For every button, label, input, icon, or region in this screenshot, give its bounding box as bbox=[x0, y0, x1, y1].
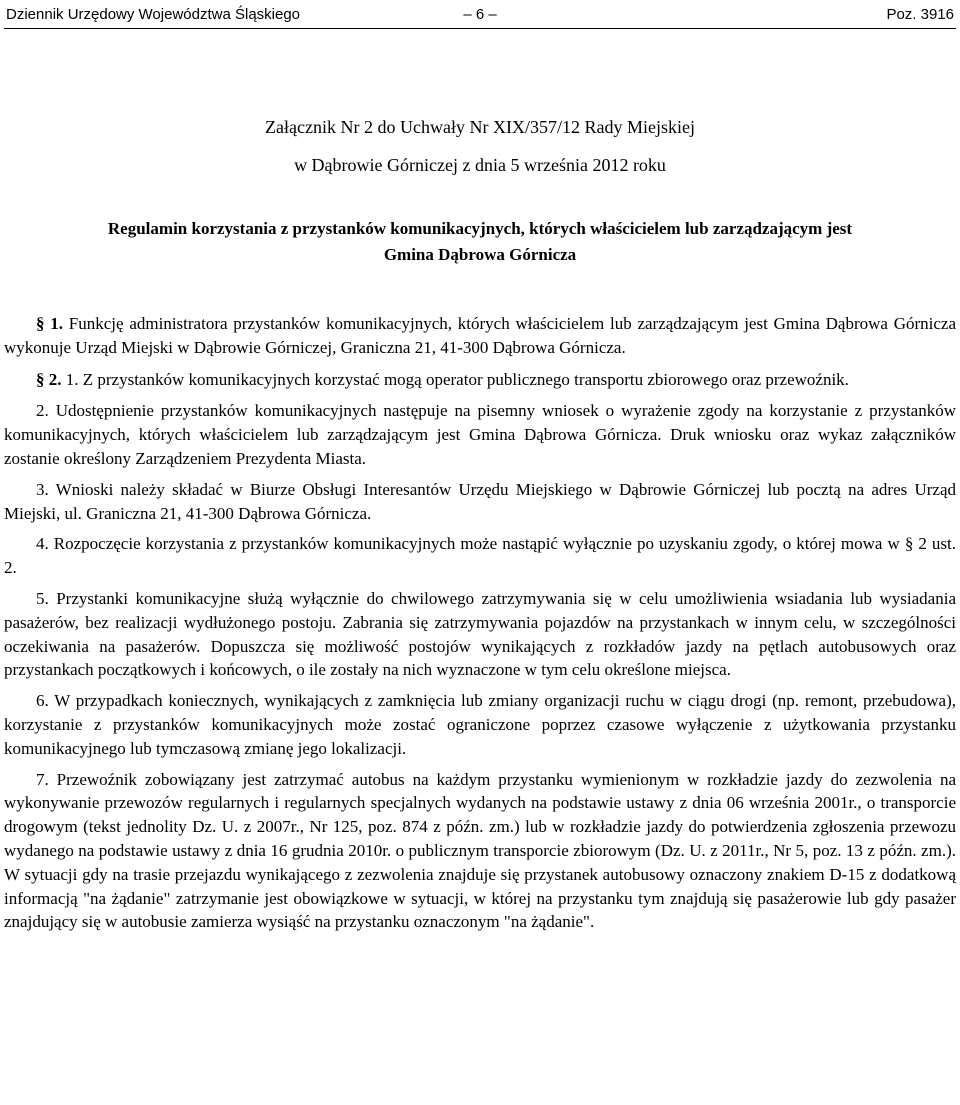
paragraph-5: 5. Przystanki komunikacyjne służą wyłącznie do chwilowego zatrzymywania się w celu umożliwienia wsiadania lub wysiadania pasażerów, bez realizacji wydłużonego postoju. Zabrania się zatrzymywania pojazdów na przystankach w innym celu, w szczególności oczekiwania na pasażerów. Dopuszcza się możliwość postojów wynikających z rozkładów jazdy na pętlach autobusowych oraz przystankach początkowych i końcowych, o ile zostały na nich wyznaczone w tym celu określone miejsca. bbox=[4, 588, 956, 680]
paragraph-2: 2. Udostępnienie przystanków komunikacyjnych następuje na pisemny wniosek o wyrażenie zgody na korzystanie z przystanków komunikacyjnych, których właścicielem lub zarządzającym jest Gmina Dąbrowa Górnicza. Druk wniosku oraz wykaz załączników zostanie określony Zarządzeniem Prezydenta Miasta. bbox=[4, 401, 956, 468]
title-line-1: Regulamin korzystania z przystanków komunikacyjnych, których właścicielem lub zarządzającym jest bbox=[107, 219, 853, 238]
title-line-2: Gmina Dąbrowa Górnicza bbox=[383, 245, 577, 264]
section-1 bbox=[4, 312, 956, 360]
annex-line-2: w Dąbrowie Górniczej z dnia 5 września 2012 roku bbox=[294, 155, 666, 175]
section-text: Funkcję administratora przystanków komunikacyjnych, których właścicielem lub zarządzającym jest Gmina Dąbrowa Górnicza wykonuje Urząd Miejski w Dąbrowie Górniczej, Graniczna 21, 41-300 Dąbrowa Górnicza. bbox=[4, 314, 956, 357]
section-2 bbox=[4, 368, 956, 392]
paragraph-4: 4. Rozpoczęcie korzystania z przystanków komunikacyjnych może nastąpić wyłącznie po uzyskaniu zgody, o której mowa w § 2 ust. 2. bbox=[4, 534, 956, 578]
paragraph-3: 3. Wnioski należy składać w Biurze Obsługi Interesantów Urzędu Miejskiego w Dąbrowie Górniczej lub pocztą na adres Urząd Miejski, ul. Graniczna 21, 41-300 Dąbrowa Górnicza. bbox=[4, 479, 956, 523]
page-number: – 6 – bbox=[463, 6, 497, 23]
page-header bbox=[4, 2, 956, 29]
section-number: § 2. bbox=[36, 369, 62, 389]
document-title bbox=[0, 216, 960, 268]
journal-name: Dziennik Urzędowy Województwa Śląskiego bbox=[6, 6, 301, 23]
section-number: § 1. bbox=[36, 314, 64, 333]
paragraph-7: 7. Przewoźnik zobowiązany jest zatrzymać autobus na każdym przystanku wymienionym w rozkładzie jazdy do zezwolenia na wykonywanie przewozów regularnych i regularnych specjalnych wydanych na podstawie ustawy z dnia 06 września 2001r., o transporcie drogowym (tekst jednolity Dz. U. z 2007r., Nr 125, poz. 874 z późn. zm.) lub w rozkładzie jazdy do potwierdzenia zgłoszenia przewozu wydanego na podstawie ustawy z dnia 16 grudnia 2010r. o publicznym transporcie zbiorowym (Dz. U. z 2011r., Nr 5, poz. 13 z późn. zm.). W sytuacji gdy na trasie przejazdu wynikającego z zezwolenia znajduje się przystanek autobusowy oznaczony znakiem D-15 z dodatkową informacją "na żądanie" zatrzymanie jest obowiązkowe w sytuacji, w której na przystanku tym znajdują się pasażerowie lub gdy pasażer znajdujący się w autobusie zamierza wysiąść na przystanku oznaczonym "na żądanie". bbox=[4, 769, 956, 932]
paragraph-6: 6. W przypadkach koniecznych, wynikających z zamknięcia lub zmiany organizacji ruchu w ciągu drogi (np. remont, przebudowa), korzystanie z przystanków komunikacyjnych może zostać ograniczone poprzez czasowe wyłączenie z użytkowania przystanku komunikacyjnego lub tymczasową zmianę jego lokalizacji. bbox=[4, 691, 956, 758]
annex-line-1: Załącznik Nr 2 do Uchwały Nr XIX/357/12 Rady Miejskiej bbox=[265, 117, 695, 137]
position-number: Poz. 3916 bbox=[886, 6, 954, 23]
section-text: 1. Z przystanków komunikacyjnych korzystać mogą operator publicznego transportu zbiorowego oraz przewoźnik. bbox=[61, 369, 849, 389]
regulation-body bbox=[4, 312, 956, 941]
